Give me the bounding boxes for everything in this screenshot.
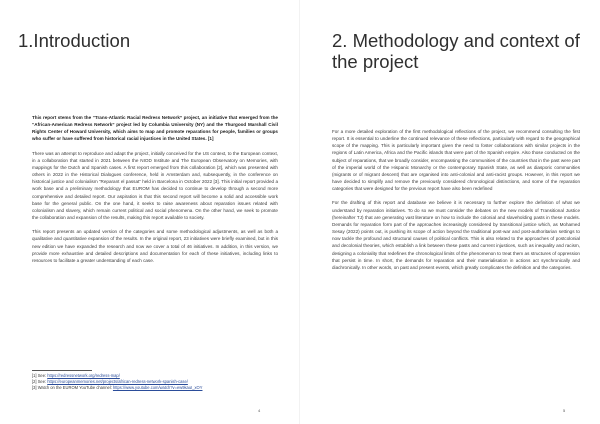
footnote-divider (32, 370, 92, 371)
body-paragraph: For the drafting of this report and database we believe it is necessary to further explore the definition of what we understand by reparation initiatives. To do so we must consider the debates on the new models of Transitional Justice (hereinafter TJ) that are generating vast literature on how to include the colonial and slaveholding pasts in these models. Demands for reparation form part of the approaches increasingly considered by transitional justice which, as Mohamed Sesay (2022) points out, is pushing its scope of action beyond the traditional post-war and post-authoritarian settings to now tackle the profound and structural causes of political conflicts. This is also related to the approaches of postcolonial and decolonial theories, which establish a link between these pasts and current injustices, such as inequality and racism, designing a coloniality that redefines the chronological limits of the phenomenon to treat them as structures of oppression that persist in time. In short, the demands for reparation and their materialisation in actions act synchronically and diachronically. In other words, on past and present events, which greatly complicates the definition and the categories. (332, 200, 580, 270)
footnote-item (32, 385, 278, 391)
footnotes (32, 373, 278, 392)
body-paragraph: For a more detailed exploration of the first methodological reflections of the project, we recommend consulting the first report. It is essential to underline the continued relevance of these reflections, particularly with regard to the geographical scope of the mapping. This is particularly important given the need to foster collaborations with similar projects in the regions of Latin America, Africa and the Pacific islands that were part of the Spanish empire. Also those conducted on the subject of reparations, that we broadly consider, encompassing the communities of the countries that in the past were part of the imperial world of the Hispanic Monarchy or the contemporary Spanish State, as well as diasporic communities (migrants or of migrant descent) that are organised into anti-colonial and anti-racist groups. However, in this report we have decided to simplify and remove the previously considered chronological distinctions, and some of the reparation categories that were designed for the previous report have also been redefined (332, 129, 580, 192)
intro-paragraph: This report stems from the “Trans-Atlantic Racial Redress Network” project, an initiative that emerged from the “African-American Redress Network” project led by Columbia University (NY) and the Thurgood Marshall Civil Rights Center of Howard University, which aims to map and promote reparations for people, families or groups who suffer or have suffered from historical racial injustices in the United States. [1] (32, 115, 278, 142)
footnote-link[interactable]: https://europeanmemories.net/projects/african-redress-network-spanish-case/ (47, 379, 188, 385)
page-number: 5 (563, 408, 566, 413)
left-text-column (32, 114, 278, 271)
footnote-link[interactable]: https://redressnetwork.org/redress-map/ (47, 373, 120, 378)
footnote-label: [2] See: (32, 379, 48, 385)
right-text-column (332, 128, 580, 278)
body-paragraph: This report presents an updated version of the categories and some methodological adjustments, as well as both a qualitative and quantitative expansion of the results. In the original report, 23 initiatives were briefly examined, but in this new edition we have expanded the research and now we cover a total of 46 initiatives. In addition, in this version, we provide more exhaustive and detailed descriptions and documentation for each of these initiatives, including links to resources to facilitate a greater understanding of each case. (32, 229, 278, 263)
body-paragraph: There was an attempt to reproduce and adapt the project, initially conceived for the US context, to the European context, in a collaboration that started in 2021 between the NIOD Institute and The European Observatory on Memories, with mappings for the Dutch and Spanish cases. A first report emerged from this collaboration [2], which was presented with others in 2022 in the Historical Dialogues conference, held in Amsterdam and, subsequently, in the conference on historical justice and colonialism “Reparant el passat” held in Barcelona in October 2022 [3]. This initial report provided a work base and a preliminary methodology that EUROM has decided to continue to develop through a second more comprehensive and detailed report. Our aspiration is that this second report will become a solid and accessible work base for the general public. On the one hand, it seeks to raise awareness about reparation issues related with colonialism and slavery, which remain current political and social phenomena. On the other hand, we seek to promote the collaboration and expansion of the results, making this report available to society. (32, 150, 278, 221)
footnote-label: [1] See: (32, 373, 48, 378)
footnote-label: [3] Watch on the EUROM YouTube channel: (32, 385, 113, 391)
page-number: 4 (258, 408, 261, 413)
section-heading-introduction: 1.Introduction (18, 30, 131, 51)
section-heading-methodology: 2. Methodology and context of the project (332, 30, 580, 72)
right-page (300, 0, 600, 424)
footnote-link[interactable]: https://www.youtube.com/watch?v=ew9kauI_xOY (112, 385, 203, 391)
